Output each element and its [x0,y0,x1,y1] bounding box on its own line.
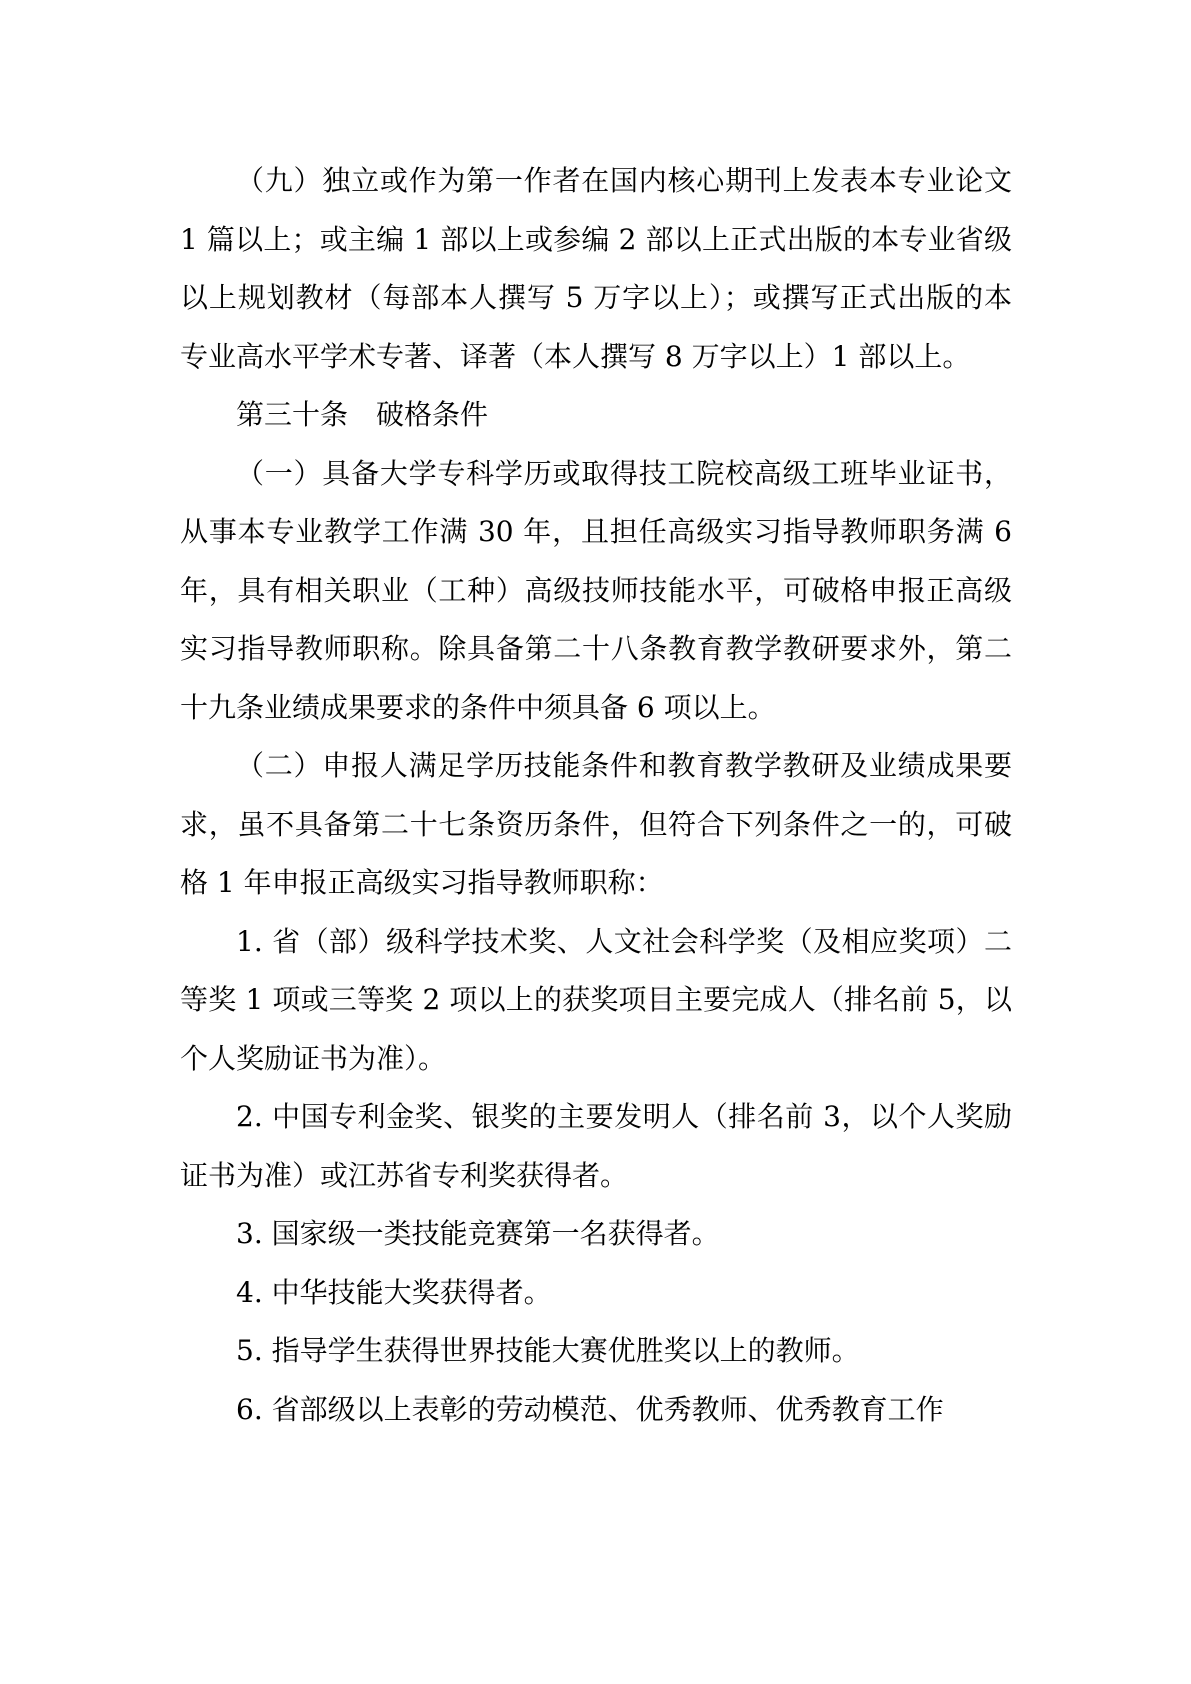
document-body [180,152,1012,1439]
list-item-condition-2: 2. 中国专利金奖、银奖的主要发明人（排名前 3，以个人奖励证书为准）或江苏省专利奖获得者。 [180,1100,1012,1192]
list-item-condition-4: 4. 中华技能大奖获得者。 [236,1275,552,1309]
paragraph-item-9: （九）独立或作为第一作者在国内核心期刊上发表本专业论文 1 篇以上；或主编 1 部以上或参编 2 部以上正式出版的本专业省级以上规划教材（每部本人撰写 5 万字以上）；或撰写正式出版的本专业高水平学术专著、译著（本人撰写 8 万字以上）1 部以上。 [180,164,1012,373]
paragraph-item-1: （一）具备大学专科学历或取得技工院校高级工班毕业证书，从事本专业教学工作满 30 年，且担任高级实习指导教师职务满 6 年，具有相关职业（工种）高级技师技能水平，可破格申报正高级实习指导教师职称。除具备第二十八条教育教学教研要求外，第二十九条业绩成果要求的条件中须具备 6 项以上。 [180,456,1012,724]
article-heading-30: 第三十条 破格条件 [236,398,489,431]
list-item-condition-6: 6. 省部级以上表彰的劳动模范、优秀教师、优秀教育工作 [236,1392,944,1426]
list-item-condition-3: 3. 国家级一类技能竞赛第一名获得者。 [236,1217,720,1250]
list-item-condition-5: 5. 指导学生获得世界技能大赛优胜奖以上的教师。 [236,1334,860,1367]
list-item-condition-1: 1. 省（部）级科学技术奖、人文社会科学奖（及相应奖项）二等奖 1 项或三等奖 2 项以上的获奖项目主要完成人（排名前 5，以个人奖励证书为准）。 [180,924,1012,1075]
paragraph-item-2: （二）申报人满足学历技能条件和教育教学教研及业绩成果要求，虽不具备第二十七条资历条件，但符合下列条件之一的，可破格 1 年申报正高级实习指导教师职称： [180,749,1012,899]
